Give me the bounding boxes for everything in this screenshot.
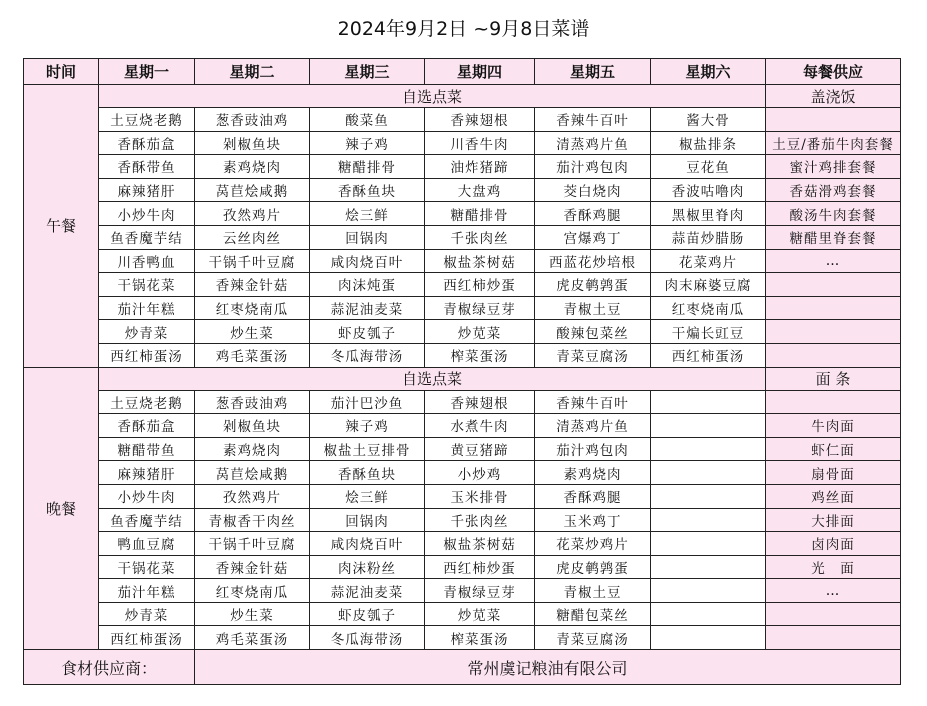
table-row xyxy=(24,390,901,414)
dish-cell: 西红柿炒蛋 xyxy=(425,555,535,579)
supply-cell xyxy=(766,273,901,297)
dish-cell: 虎皮鹌鹑蛋 xyxy=(535,555,651,579)
dish-cell: 冬瓜海带汤 xyxy=(310,343,425,367)
supply-cell xyxy=(766,343,901,367)
dish-cell: 炒青菜 xyxy=(99,320,195,344)
dish-cell: 红枣烧南瓜 xyxy=(195,579,310,603)
dish-cell: 青菜豆腐汤 xyxy=(535,626,651,650)
dish-cell: 炒苋菜 xyxy=(425,320,535,344)
dish-cell: 麻辣猪肝 xyxy=(99,178,195,202)
dish-cell: 土豆烧老鹅 xyxy=(99,390,195,414)
dish-cell: 干锅花菜 xyxy=(99,555,195,579)
header-monday: 星期一 xyxy=(99,59,195,85)
table-row xyxy=(24,178,901,202)
dish-cell: 干锅千叶豆腐 xyxy=(195,249,310,273)
dish-cell: 清蒸鸡片鱼 xyxy=(535,131,651,155)
dish-cell: 糖醋排骨 xyxy=(425,202,535,226)
supply-cell xyxy=(766,108,901,132)
table-row xyxy=(24,343,901,367)
dish-cell: 素鸡烧肉 xyxy=(195,437,310,461)
dish-cell: 素鸡烧肉 xyxy=(535,461,651,485)
dish-cell: 西红柿蛋汤 xyxy=(651,343,766,367)
dish-cell: 香辣翅根 xyxy=(425,108,535,132)
dish-cell xyxy=(651,390,766,414)
supply-cell: 土豆/番茄牛肉套餐 xyxy=(766,131,901,155)
dish-cell: 土豆烧老鹅 xyxy=(99,108,195,132)
table-row xyxy=(24,414,901,438)
dish-cell: 西红柿炒蛋 xyxy=(425,273,535,297)
dish-cell: 葱香豉油鸡 xyxy=(195,108,310,132)
supplier-label: 食材供应商： xyxy=(24,650,195,685)
dish-cell: 剁椒鱼块 xyxy=(195,414,310,438)
supply-cell xyxy=(766,320,901,344)
dish-cell: 素鸡烧肉 xyxy=(195,155,310,179)
dish-cell: 花菜鸡片 xyxy=(651,249,766,273)
dish-cell: 香辣牛百叶 xyxy=(535,108,651,132)
dish-cell: 酸辣包菜丝 xyxy=(535,320,651,344)
dish-cell: 酸菜鱼 xyxy=(310,108,425,132)
lunch-subheader-row xyxy=(24,85,901,108)
header-supply: 每餐供应 xyxy=(766,59,901,85)
dish-cell: 茄汁年糕 xyxy=(99,296,195,320)
header-tuesday: 星期二 xyxy=(195,59,310,85)
dish-cell: 香波咕噜肉 xyxy=(651,178,766,202)
dish-cell: 大盘鸡 xyxy=(425,178,535,202)
dish-cell: 香酥鱼块 xyxy=(310,461,425,485)
header-friday: 星期五 xyxy=(535,59,651,85)
dish-cell: 黑椒里脊肉 xyxy=(651,202,766,226)
dish-cell: 虎皮鹌鹑蛋 xyxy=(535,273,651,297)
dish-cell: 茄汁年糕 xyxy=(99,579,195,603)
dish-cell: 蒜泥油麦菜 xyxy=(310,296,425,320)
dish-cell: 红枣烧南瓜 xyxy=(651,296,766,320)
supply-cell: 虾仁面 xyxy=(766,437,901,461)
dish-cell: 炒生菜 xyxy=(195,320,310,344)
dish-cell: 小炒牛肉 xyxy=(99,484,195,508)
dish-cell: 青椒土豆 xyxy=(535,579,651,603)
dish-cell: 椒盐茶树菇 xyxy=(425,249,535,273)
dish-cell: 烩三鲜 xyxy=(310,484,425,508)
dish-cell: 糖醋包菜丝 xyxy=(535,602,651,626)
dish-cell: 回锅肉 xyxy=(310,508,425,532)
dish-cell: 西蓝花炒培根 xyxy=(535,249,651,273)
dish-cell: 小炒鸡 xyxy=(425,461,535,485)
dish-cell: 虾皮瓠子 xyxy=(310,602,425,626)
dish-cell: 剁椒鱼块 xyxy=(195,131,310,155)
dish-cell: 鸭血豆腐 xyxy=(99,532,195,556)
dish-cell: 烩三鲜 xyxy=(310,202,425,226)
dish-cell: 宫爆鸡丁 xyxy=(535,225,651,249)
table-row xyxy=(24,484,901,508)
supply-cell: 光 面 xyxy=(766,555,901,579)
dish-cell: 酱大骨 xyxy=(651,108,766,132)
dish-cell: 干锅千叶豆腐 xyxy=(195,532,310,556)
table-row xyxy=(24,249,901,273)
supply-cell: 糖醋里脊套餐 xyxy=(766,225,901,249)
supply-cell: 酸汤牛肉套餐 xyxy=(766,202,901,226)
dish-cell: 椒盐土豆排骨 xyxy=(310,437,425,461)
dish-cell: 川香牛肉 xyxy=(425,131,535,155)
supply-cell: 鸡丝面 xyxy=(766,484,901,508)
supply-cell xyxy=(766,626,901,650)
dish-cell: 孜然鸡片 xyxy=(195,484,310,508)
table-row xyxy=(24,602,901,626)
dish-cell: 清蒸鸡片鱼 xyxy=(535,414,651,438)
page-title: 2024年9月2日 ~9月8日菜谱 xyxy=(337,18,590,40)
dish-cell: 茄汁鸡包肉 xyxy=(535,155,651,179)
dish-cell: 千张肉丝 xyxy=(425,225,535,249)
table-row xyxy=(24,155,901,179)
dish-cell: 干锅花菜 xyxy=(99,273,195,297)
footer-row xyxy=(24,650,901,685)
lunch-label: 午餐 xyxy=(24,85,99,368)
table-row xyxy=(24,579,901,603)
dish-cell: 肉沫炖蛋 xyxy=(310,273,425,297)
dish-cell: 莴苣烩咸鹅 xyxy=(195,461,310,485)
dish-cell: 茄汁巴沙鱼 xyxy=(310,390,425,414)
menu-body xyxy=(24,59,901,685)
dish-cell: 炒苋菜 xyxy=(425,602,535,626)
dish-cell: 肉沫粉丝 xyxy=(310,555,425,579)
header-wednesday: 星期三 xyxy=(310,59,425,85)
dish-cell: 川香鸭血 xyxy=(99,249,195,273)
dish-cell xyxy=(651,414,766,438)
dish-cell: 咸肉烧百叶 xyxy=(310,249,425,273)
dish-cell: 香辣翅根 xyxy=(425,390,535,414)
dish-cell: 干煸长豇豆 xyxy=(651,320,766,344)
dish-cell: 茄汁鸡包肉 xyxy=(535,437,651,461)
dish-cell: 椒盐茶树菇 xyxy=(425,532,535,556)
dish-cell xyxy=(651,579,766,603)
dinner-subheader-row xyxy=(24,367,901,390)
dish-cell: 水煮牛肉 xyxy=(425,414,535,438)
dish-cell xyxy=(651,626,766,650)
dish-cell xyxy=(651,555,766,579)
dish-cell: 黄豆猪蹄 xyxy=(425,437,535,461)
dish-cell xyxy=(651,508,766,532)
dish-cell: 蒜泥油麦菜 xyxy=(310,579,425,603)
dish-cell: 炒青菜 xyxy=(99,602,195,626)
dish-cell: 鸡毛菜蛋汤 xyxy=(195,626,310,650)
dinner-label: 晚餐 xyxy=(24,367,99,650)
supply-cell: 牛肉面 xyxy=(766,414,901,438)
dish-cell: 糖醋排骨 xyxy=(310,155,425,179)
dish-cell: 西红柿蛋汤 xyxy=(99,626,195,650)
dish-cell: 小炒牛肉 xyxy=(99,202,195,226)
dish-cell xyxy=(651,437,766,461)
table-row xyxy=(24,626,901,650)
dish-cell: 榨菜蛋汤 xyxy=(425,626,535,650)
supply-cell xyxy=(766,602,901,626)
dish-cell: 云丝肉丝 xyxy=(195,225,310,249)
supply-cell: 大排面 xyxy=(766,508,901,532)
dish-cell: 香辣牛百叶 xyxy=(535,390,651,414)
dish-cell: 青椒绿豆芽 xyxy=(425,579,535,603)
dish-cell: 茭白烧肉 xyxy=(535,178,651,202)
dish-cell: 冬瓜海带汤 xyxy=(310,626,425,650)
dish-cell: 青椒绿豆芽 xyxy=(425,296,535,320)
header-time: 时间 xyxy=(24,59,99,85)
dish-cell: 香辣金针菇 xyxy=(195,555,310,579)
dinner-side-label: 面 条 xyxy=(766,367,901,390)
menu-table xyxy=(23,58,901,685)
dish-cell: 肉末麻婆豆腐 xyxy=(651,273,766,297)
table-row xyxy=(24,202,901,226)
supply-cell: … xyxy=(766,579,901,603)
table-row xyxy=(24,320,901,344)
table-row xyxy=(24,461,901,485)
dish-cell: 香酥带鱼 xyxy=(99,155,195,179)
dish-cell xyxy=(651,461,766,485)
dish-cell: 花菜炒鸡片 xyxy=(535,532,651,556)
dish-cell: 糖醋带鱼 xyxy=(99,437,195,461)
dish-cell: 椒盐排条 xyxy=(651,131,766,155)
dish-cell: 西红柿蛋汤 xyxy=(99,343,195,367)
header-row xyxy=(24,59,901,85)
dish-cell: 鱼香魔芋结 xyxy=(99,225,195,249)
dish-cell xyxy=(651,532,766,556)
dish-cell: 咸肉烧百叶 xyxy=(310,532,425,556)
dish-cell: 辣子鸡 xyxy=(310,131,425,155)
dish-cell: 虾皮瓠子 xyxy=(310,320,425,344)
dish-cell: 蒜苗炒腊肠 xyxy=(651,225,766,249)
supplier-name: 常州虞记粮油有限公司 xyxy=(195,650,901,685)
supply-cell: 卤肉面 xyxy=(766,532,901,556)
dish-cell: 青菜豆腐汤 xyxy=(535,343,651,367)
table-row xyxy=(24,296,901,320)
table-row xyxy=(24,131,901,155)
table-row xyxy=(24,225,901,249)
dish-cell: 孜然鸡片 xyxy=(195,202,310,226)
table-row xyxy=(24,508,901,532)
dinner-optional-label: 自选点菜 xyxy=(99,367,766,390)
dish-cell: 榨菜蛋汤 xyxy=(425,343,535,367)
supply-cell: 香菇滑鸡套餐 xyxy=(766,178,901,202)
dish-cell: 莴苣烩咸鹅 xyxy=(195,178,310,202)
lunch-optional-label: 自选点菜 xyxy=(99,85,766,108)
table-row xyxy=(24,273,901,297)
dish-cell: 辣子鸡 xyxy=(310,414,425,438)
supply-cell xyxy=(766,390,901,414)
dish-cell: 香酥茄盒 xyxy=(99,131,195,155)
dish-cell: 香酥鱼块 xyxy=(310,178,425,202)
table-row xyxy=(24,532,901,556)
dish-cell: 鸡毛菜蛋汤 xyxy=(195,343,310,367)
dish-cell xyxy=(651,602,766,626)
dish-cell: 鱼香魔芋结 xyxy=(99,508,195,532)
dish-cell: 香酥鸡腿 xyxy=(535,202,651,226)
header-saturday: 星期六 xyxy=(651,59,766,85)
table-row xyxy=(24,437,901,461)
supply-cell xyxy=(766,296,901,320)
dish-cell: 玉米鸡丁 xyxy=(535,508,651,532)
dish-cell: 炒生菜 xyxy=(195,602,310,626)
header-thursday: 星期四 xyxy=(425,59,535,85)
lunch-side-label: 盖浇饭 xyxy=(766,85,901,108)
dish-cell xyxy=(651,484,766,508)
dish-cell: 麻辣猪肝 xyxy=(99,461,195,485)
dish-cell: 香辣金针菇 xyxy=(195,273,310,297)
dish-cell: 香酥鸡腿 xyxy=(535,484,651,508)
dish-cell: 回锅肉 xyxy=(310,225,425,249)
supply-cell: 扇骨面 xyxy=(766,461,901,485)
dish-cell: 青椒土豆 xyxy=(535,296,651,320)
supply-cell: … xyxy=(766,249,901,273)
table-row xyxy=(24,108,901,132)
dish-cell: 千张肉丝 xyxy=(425,508,535,532)
dish-cell: 红枣烧南瓜 xyxy=(195,296,310,320)
dish-cell: 香酥茄盒 xyxy=(99,414,195,438)
dish-cell: 玉米排骨 xyxy=(425,484,535,508)
dish-cell: 豆花鱼 xyxy=(651,155,766,179)
table-row xyxy=(24,555,901,579)
dish-cell: 葱香豉油鸡 xyxy=(195,390,310,414)
dish-cell: 油炸猪蹄 xyxy=(425,155,535,179)
dish-cell: 青椒香干肉丝 xyxy=(195,508,310,532)
supply-cell: 蜜汁鸡排套餐 xyxy=(766,155,901,179)
